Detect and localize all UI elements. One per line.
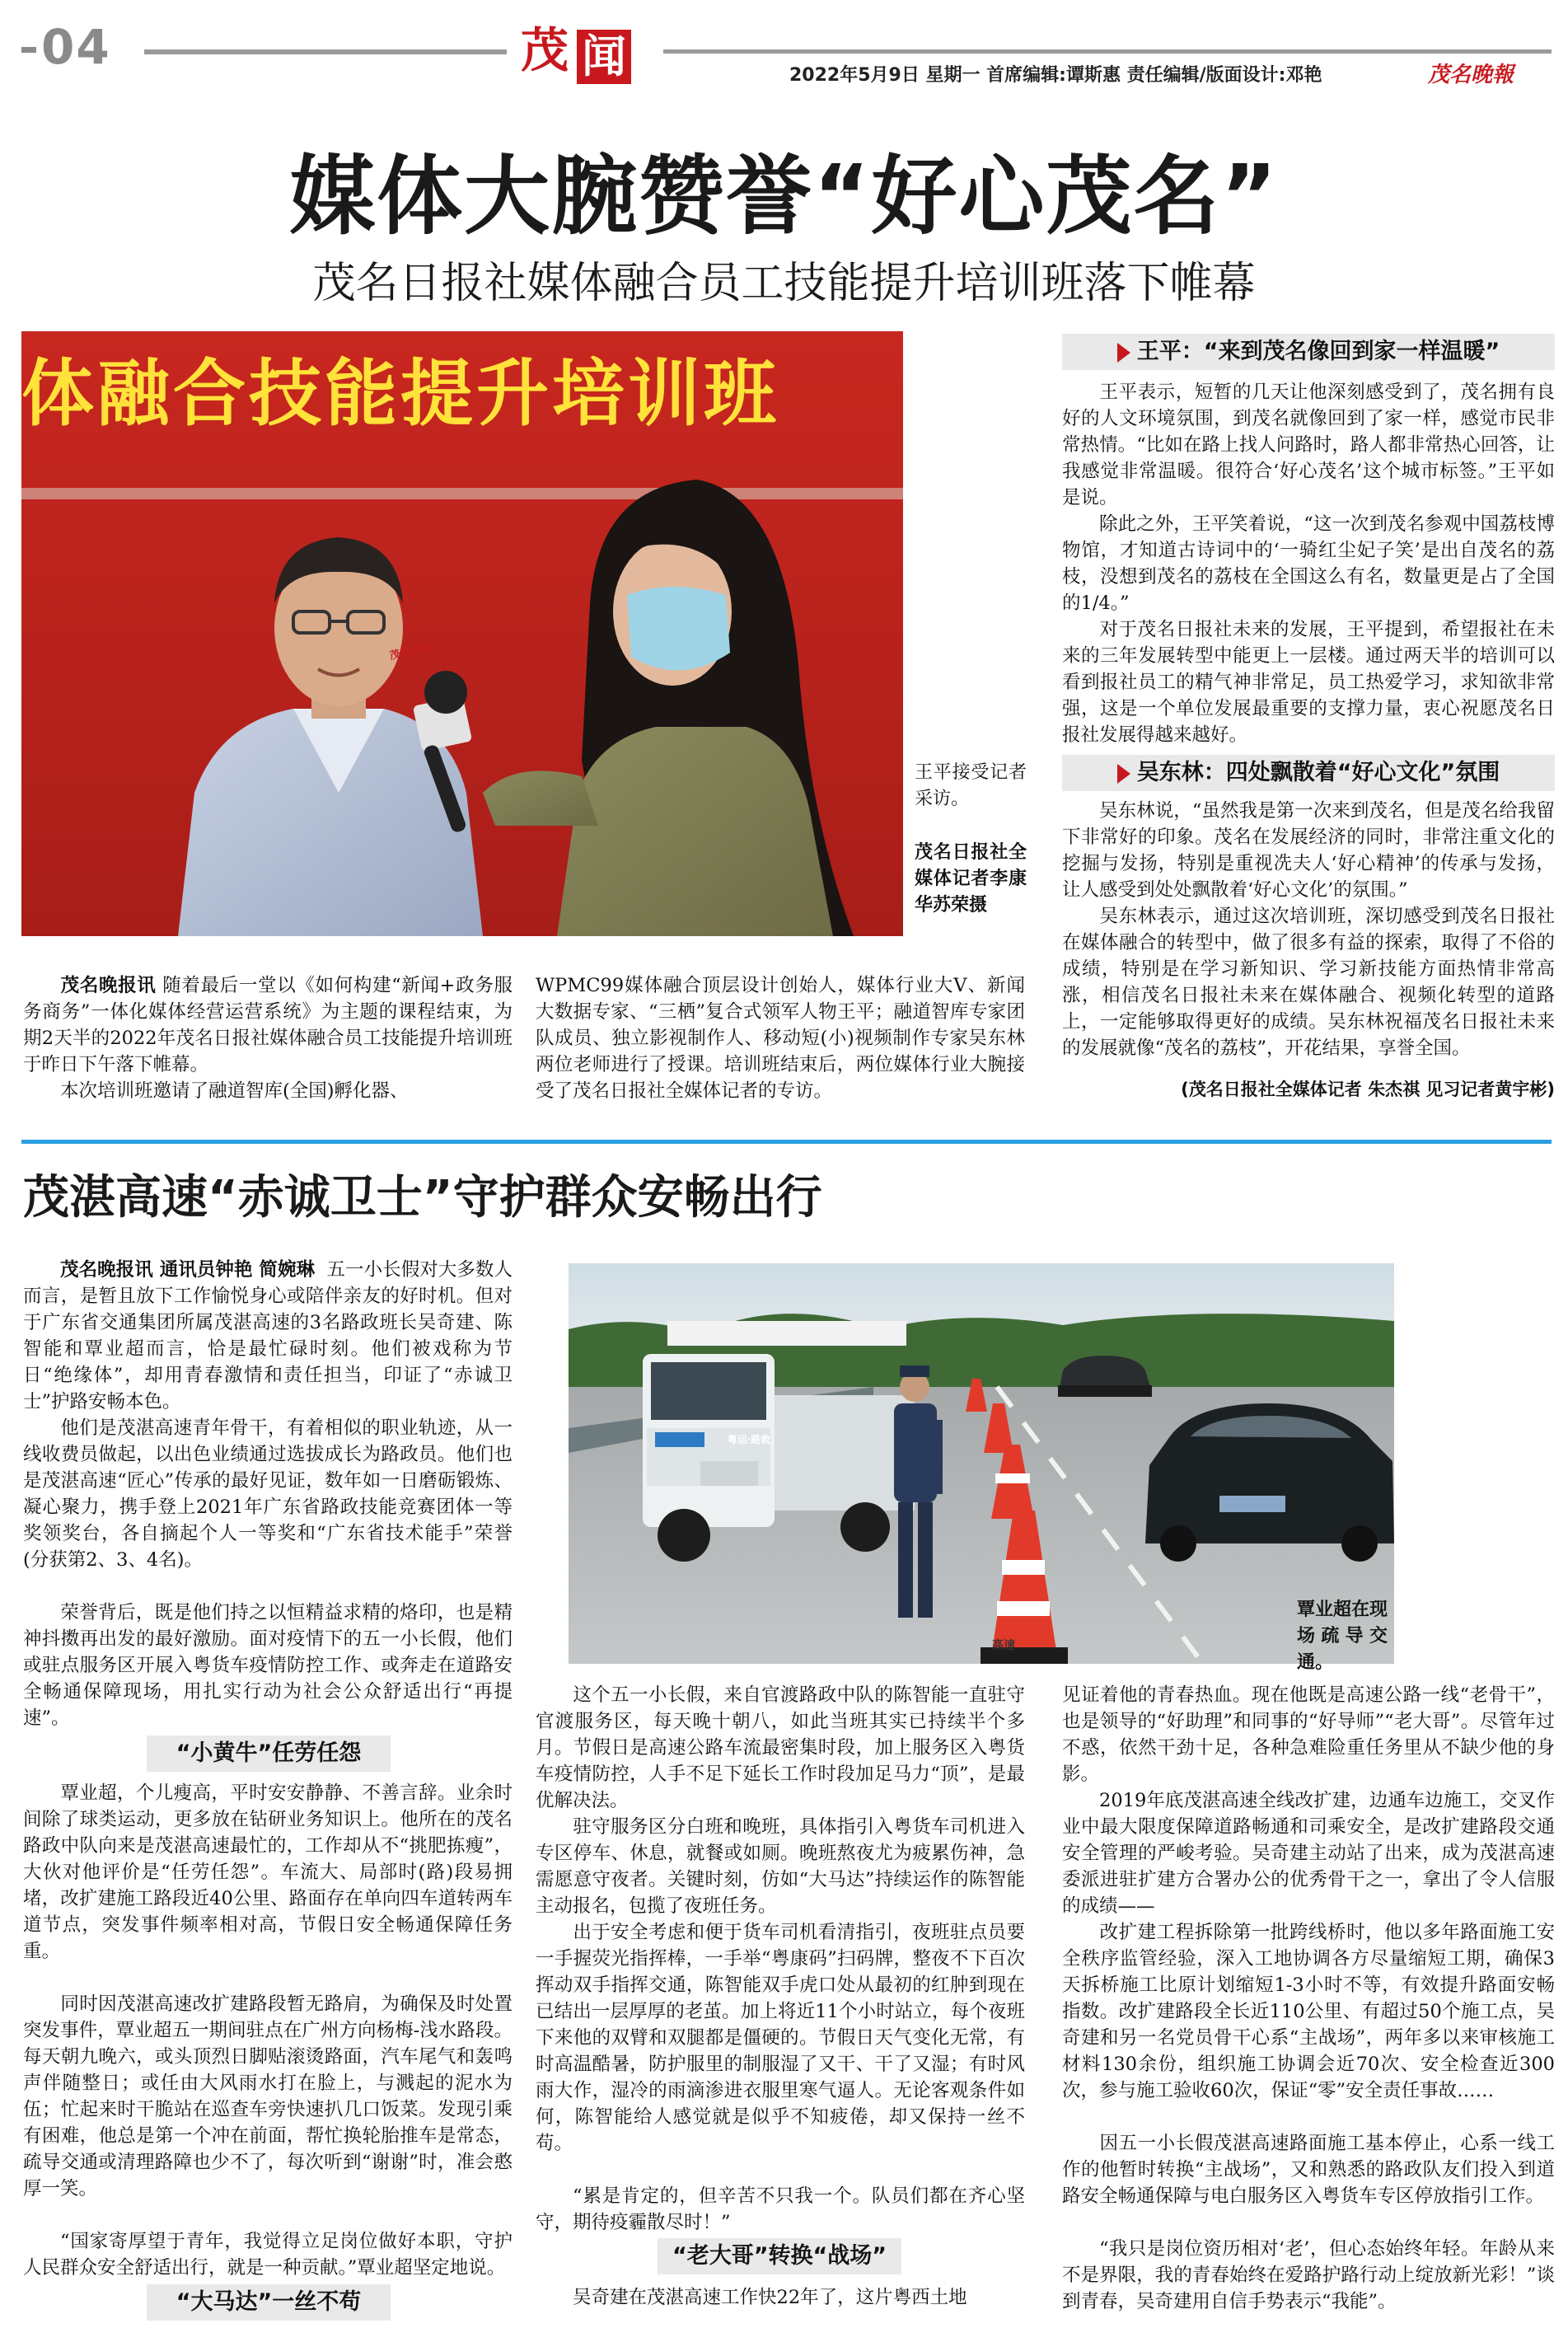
article2-para11: 吴奇建在茂湛高速工作快22年了，这片粤西土地: [573, 2287, 967, 2308]
article2-para9: 出于安全考虑和便于货车司机看清指引，夜班驻点员要一手握荧光指挥棒，一手举“粤康码”扫码牌，整夜不下百次挥动双手指挥交通，陈智能双手虎口处从最初的红肿到现在已结出一层厚厚的老茧。加上将近11个小时站立，每个夜班下来他的双臂和双腿都是僵硬的。节假日天气变化无常，有时高温酷暑，防护服里的制服湿了又干、干了又湿；有时风雨大作，湿冷的雨滴渗进衣服里寒气逼人。无论客观条件如何，陈智能给人感觉就是似乎不知疲倦，却又保持一丝不苟。: [536, 1922, 1025, 2154]
newspaper-logo: 茂名晚報: [1428, 63, 1514, 87]
subhead-damada: “大马达”一丝不苟: [147, 2284, 391, 2321]
lead-source: 茂名晚报讯: [60, 975, 157, 996]
mic-flag-label: 茂名日报: [388, 641, 433, 663]
article2-para6: “国家寄厚望于青年，我觉得立足岗位做好本职，守护人民群众安全舒适出行，就是一种贡献。”覃业超坚定地说。: [23, 2231, 513, 2279]
article2-para13: 2019年底茂湛高速全线改扩建，边通车边施工，交叉作业中最大限度保障道路畅通和司乘安全，是改扩建路段交通安全管理的严峻考验。吴奇建主动站了出来，成为茂湛高速委派进驻扩建方合署办公的优秀骨干之一，拿出了令人信服的成绩——: [1062, 1790, 1555, 1917]
highway-photo-caption: 覃业超在现场疏导交通。: [1297, 1599, 1388, 1673]
article1-subheadline: 茂名日报社媒体融合员工技能提升培训班落下帷幕: [312, 259, 1256, 308]
interview-photo: [21, 331, 903, 936]
article2-para16: “我只是岗位资历相对‘老’，但心态始终年轻。年龄从来不是界限，我的青春始终在爱路护路行动上绽放新光彩！”谈到青春，吴奇建用自信手势表示“我能”。: [1062, 2238, 1555, 2312]
article2-lead: 茂名晚报讯 通讯员钟艳 简婉琳 五一小长假对大多数人而言，是暂且放下工作愉悦身心或陪伴亲友的好时机。但对于广东省交通集团所属茂湛高速的3名路政班长吴奇建、陈智能和覃业超而言，恰是最忙碌时刻。他们被戏称为节日“绝缘体”，却用青春激情和责任担当，印证了“赤诚卫士”护路安畅本色。: [23, 1259, 513, 1412]
wangping-para3: 对于茂名日报社未来的发展，王平提到，希望报社在未来的三年发展转型中能更上一层楼。通过两天半的培训可以看到报社员工的精气神非常足，员工热爱学习，求知欲非常强，这是一个单位发展最重要的支撑力量，衷心祝愿茂名日报社发展得越来越好。: [1062, 619, 1555, 746]
wangping-para1: 王平表示，短暂的几天让他深刻感受到了，茂名拥有良好的人文环境氛围，到茂名就像回到了家一样，感觉市民非常热情。“比如在路上找人问路时，路人都非常热心回答，让我感觉非常温暖。很符合‘好心茂名’这个城市标签。”王平如是说。: [1062, 382, 1555, 508]
article2-para14: 改扩建工程拆除第一批跨线桥时，他以多年路面施工安全秩序监管经验，深入工地协调各方尽量缩短工期，确保3天拆桥施工比原计划缩短1-3小时不等，有效提升路面安畅指数。改扩建路段全长近110公里、有超过50个施工点，吴奇建和另一名党员骨干心系“主战场”，两年多以来审核施工材料130余份，组织施工协调会近70次、安全检查近300次，参与施工验收60次，保证“零”安全责任事故……: [1062, 1922, 1555, 2101]
article2-lead-source: 茂名晚报讯 通讯员钟艳 简婉琳: [60, 1259, 316, 1281]
section-char-1: 茂: [521, 22, 569, 78]
article2-para12: 见证着他的青春热血。现在他既是高速公路一线“老骨干”，也是领导的“好助理”和同事的“好导师”“老大哥”。尽管年过不惑，依然干劲十足，各种急难险重任务里从不缺少他的身影。: [1062, 1684, 1555, 1785]
subhead-xiaohuangniu: “小黄牛”任劳任怨: [147, 1735, 391, 1772]
photo-banner-text: 体融合技能提升培训班: [21, 351, 780, 436]
article1-para2b: WPMC99媒体融合顶层设计创始人，媒体行业大V、新闻大数据专家、“三栖”复合式领军人物王平；融道智库专家团队成员、独立影视制作人、移动短(小)视频制作专家吴东林两位老师进行了授课。培训班结束后，两位媒体行业大腕接受了茂名日报社全媒体记者的专访。: [536, 975, 1025, 1102]
article2-para8: 驻守服务区分白班和晚班，具体指引入粤货车司机进入专区停车、休息，就餐或如厕。晚班熬夜尤为疲累伤神，急需愿意守夜者。关键时刻，仿如“大马达”持续运作的陈智能主动报名，包揽了夜班任务。: [536, 1816, 1025, 1917]
article2-headline: 茂湛高速“赤诚卫士”守护群众安畅出行: [23, 1171, 822, 1225]
article1-headline: 媒体大腕赞誉“好心茂名”: [289, 146, 1279, 246]
article2-para4: 覃业超，个儿瘦高，平时安安静静、不善言辞。业余时间除了球类运动，更多放在钻研业务知识上。他所在的茂名路政中队向来是茂湛高速最忙的，工作却从不“挑肥拣瘦”，大伙对他评价是“任劳任怨”。车流大、局部时(路)段易拥堵，改扩建施工路段近40公里、路面存在单向四车道转两车道节点，突发事件频率相对高，节假日安全畅通保障任务重。: [23, 1782, 513, 1962]
article2-para3: 荣誉背后，既是他们持之以恒精益求精的烙印，也是精神抖擞再出发的最好激励。面对疫情下的五一小长假，他们或驻点服务区开展入粤货车疫情防控工作、或奔走在道路安全畅通保障现场，用扎实行动为社会公众舒适出行“再提速”。: [23, 1602, 513, 1729]
photo-caption-1: 王平接受记者采访。: [915, 762, 1027, 809]
section-divider: [21, 1140, 1552, 1144]
wudonglin-para1: 吴东林说，“虽然我是第一次来到茂名，但是茂名给我留下非常好的印象。茂名在发展经济的同时，非常注重文化的挖掘与发扬，特别是重视冼夫人‘好心精神’的传承与发扬，让人感受到处处飘散着‘好心文化’的氛围。”: [1062, 800, 1555, 901]
cone-text: 高速: [992, 1639, 1015, 1652]
black-car: [1145, 1403, 1394, 1562]
article2-para2: 他们是茂湛高速青年骨干，有着相似的职业轨迹，从一线收费员做起，以出色业绩通过选拔成长为路政员。他们也是茂湛高速“匠心”传承的最好见证，数年如一日磨砺锻炼、凝心聚力，携手登上2021年广东省路政技能竞赛团体一等奖领奖台，各自摘起个人一等奖和“广东省技术能手”荣誉(分获第2、3、4名)。: [23, 1417, 513, 1571]
wudonglin-para2: 吴东林表示，通过这次培训班，深切感受到茂名日报社在媒体融合的转型中，做了很多有益的探索，取得了不俗的成绩，特别是在学习新知识、学习新技能方面热情非常高涨，相信茂名日报社未来在媒体融合、视频化转型的道路上，一定能够取得更好的成绩。吴东林祝福茂名日报社未来的发展就像“茂名的荔枝”，开花结果，享誉全国。: [1062, 906, 1555, 1059]
header-rule-right: [663, 49, 1552, 54]
article1-byline: (茂名日报社全媒体记者 朱杰祺 见习记者黄宇彬): [1181, 1080, 1555, 1099]
wangping-para2: 除此之外，王平笑着说，“这一次到茂名参观中国荔枝博物馆，才知道古诗词中的‘一骑红尘妃子笑’是出自茂名的荔枝，没想到茂名的荔枝在全国这么有名，数量更是占了全国的1/4。”: [1062, 513, 1555, 614]
article2-para15: 因五一小长假茂湛高速路面施工基本停止，心系一线工作的他暂时转换“主战场”，又和熟悉的路政队友们投入到道路安全畅通保障与电白服务区入粤货车专区停放指引工作。: [1062, 2133, 1555, 2207]
article1-para2a: 本次培训班邀请了融道智库(全国)孵化器、: [60, 1080, 409, 1102]
page-number: 04: [21, 18, 111, 76]
photo-caption-2: 茂名日报社全媒体记者李康华苏荣摄: [915, 841, 1027, 916]
subhead-wangping: 王平：“来到茂名像回到家一样温暖”: [1062, 334, 1555, 370]
section-char-2: 闻: [577, 30, 631, 84]
subhead-laodage: “老大哥”转换“战场”: [658, 2238, 901, 2274]
subhead-wudonglin: 吴东林：四处飘散着“好心文化”氛围: [1062, 755, 1555, 791]
article2-para10: “累是肯定的，但辛苦不只我一个。队员们都在齐心坚守，期待疫霾散尽时！”: [536, 2185, 1025, 2233]
header-info: 2022年5月9日 星期一 首席编辑:谭斯惠 责任编辑/版面设计:邓艳: [789, 65, 1322, 86]
header-rule-left: [144, 49, 507, 54]
article1-lead: [23, 972, 513, 1075]
article2-para5: 同时因茂湛高速改扩建路段暂无路肩，为确保及时处置突发事件，覃业超五一期间驻点在广州方向杨梅-浅水路段。每天朝九晚六，或头顶烈日脚贴滚烫路面，汽车尾气和轰鸣声伴随整日；或任由大风雨水打在脸上，与溅起的泥水为伍；忙起来时干脆站在巡查车旁快速扒几口饭菜。发现引乘有困难，他总是第一个冲在前面，帮忙换轮胎推车是常态，疏导交通或清理路障也少不了，每次听到“谢谢”时，准会憨厚一笑。: [23, 1993, 513, 2199]
lead-text: 随着最后一堂以《如何构建“新闻+政务服务商务”一体化媒体经营运营系统》为主题的课程结束，为期2天半的2022年茂名日报社媒体融合员工技能提升培训班于昨日下午落下帷幕。: [23, 975, 513, 1075]
truck-door-text: 粤运·路救: [727, 1434, 771, 1445]
highway-photo: [569, 1263, 1394, 1673]
article2-para7: 这个五一小长假，来自官渡路政中队的陈智能一直驻守官渡服务区，每天晚十朝八，如此当班其实已持续半个多月。节假日是高速公路车流最密集时段，加上服务区入粤货车疫情防控，人手不足下延长工作时段加足马力“顶”，是最优解决法。: [536, 1684, 1025, 1811]
